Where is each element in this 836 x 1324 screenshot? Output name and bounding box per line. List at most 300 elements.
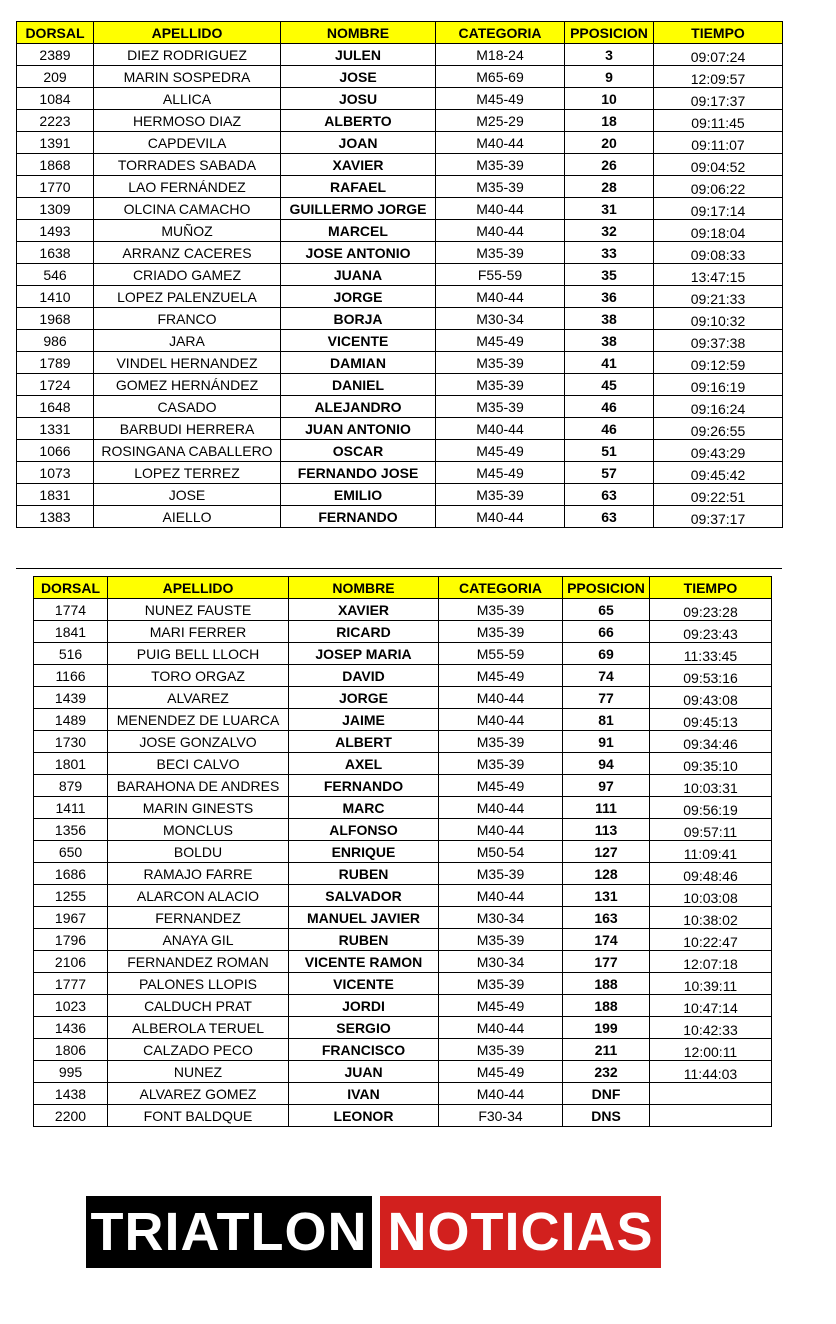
- apellido-cell: GOMEZ HERNÁNDEZ: [94, 374, 281, 396]
- categoria-cell: M35-39: [436, 242, 565, 264]
- dorsal-cell: 1796: [34, 929, 108, 951]
- nombre-cell: JUAN ANTONIO: [281, 418, 436, 440]
- table-row: [34, 599, 772, 621]
- posicion-cell: 199: [563, 1017, 650, 1039]
- posicion-cell: 211: [563, 1039, 650, 1061]
- dorsal-cell: 1831: [17, 484, 94, 506]
- categoria-cell: M18-24: [436, 44, 565, 66]
- table-row: [34, 885, 772, 907]
- posicion-cell: 26: [565, 154, 654, 176]
- nombre-cell: JUANA: [281, 264, 436, 286]
- col-dorsal-header: DORSAL: [17, 22, 94, 44]
- posicion-cell: 81: [563, 709, 650, 731]
- posicion-cell: 9: [565, 66, 654, 88]
- apellido-cell: RAMAJO FARRE: [108, 863, 289, 885]
- dorsal-cell: 1066: [17, 440, 94, 462]
- nombre-cell: JUAN: [289, 1061, 439, 1083]
- dorsal-cell: 1777: [34, 973, 108, 995]
- apellido-cell: VINDEL HERNANDEZ: [94, 352, 281, 374]
- tiempo-cell: [650, 1105, 772, 1127]
- dorsal-cell: 1770: [17, 176, 94, 198]
- nombre-cell: FERNANDO: [289, 775, 439, 797]
- col-posicion-header: PPOSICION: [563, 577, 650, 599]
- posicion-cell: 10: [565, 88, 654, 110]
- table-header-row: [34, 577, 772, 599]
- categoria-cell: M40-44: [439, 687, 563, 709]
- categoria-cell: F55-59: [436, 264, 565, 286]
- dorsal-cell: 1967: [34, 907, 108, 929]
- logo-part-triatlon: TRIATLON: [86, 1196, 372, 1268]
- table-row: [17, 352, 783, 374]
- nombre-cell: MANUEL JAVIER: [289, 907, 439, 929]
- nombre-cell: JOAN: [281, 132, 436, 154]
- apellido-cell: PALONES LLOPIS: [108, 973, 289, 995]
- apellido-cell: JOSE: [94, 484, 281, 506]
- categoria-cell: M40-44: [439, 819, 563, 841]
- tiempo-cell: 09:26:55: [654, 418, 783, 440]
- col-dorsal-header: DORSAL: [34, 577, 108, 599]
- posicion-cell: 57: [565, 462, 654, 484]
- nombre-cell: VICENTE: [281, 330, 436, 352]
- categoria-cell: M30-34: [439, 907, 563, 929]
- tiempo-cell: 12:09:57: [654, 66, 783, 88]
- posicion-cell: 131: [563, 885, 650, 907]
- dorsal-cell: 1436: [34, 1017, 108, 1039]
- tiempo-cell: 09:08:33: [654, 242, 783, 264]
- posicion-cell: 188: [563, 995, 650, 1017]
- posicion-cell: 36: [565, 286, 654, 308]
- posicion-cell: 94: [563, 753, 650, 775]
- dorsal-cell: 1166: [34, 665, 108, 687]
- apellido-cell: DIEZ RODRIGUEZ: [94, 44, 281, 66]
- results-table-1: [16, 21, 783, 528]
- apellido-cell: BOLDU: [108, 841, 289, 863]
- categoria-cell: M35-39: [439, 973, 563, 995]
- posicion-cell: 127: [563, 841, 650, 863]
- tiempo-cell: 09:45:42: [654, 462, 783, 484]
- apellido-cell: TORO ORGAZ: [108, 665, 289, 687]
- tiempo-cell: 10:22:47: [650, 929, 772, 951]
- table-row: [17, 66, 783, 88]
- posicion-cell: 188: [563, 973, 650, 995]
- table-row: [17, 176, 783, 198]
- posicion-cell: 177: [563, 951, 650, 973]
- dorsal-cell: 1686: [34, 863, 108, 885]
- triatlon-noticias-logo: [86, 1196, 661, 1268]
- dorsal-cell: 1383: [17, 506, 94, 528]
- nombre-cell: RUBEN: [289, 863, 439, 885]
- col-nombre-header: NOMBRE: [281, 22, 436, 44]
- tiempo-cell: 09:06:22: [654, 176, 783, 198]
- categoria-cell: M35-39: [439, 753, 563, 775]
- categoria-cell: M35-39: [436, 352, 565, 374]
- table-row: [17, 286, 783, 308]
- categoria-cell: M30-34: [439, 951, 563, 973]
- table-row: [34, 1039, 772, 1061]
- categoria-cell: M40-44: [439, 885, 563, 907]
- table-row: [34, 775, 772, 797]
- apellido-cell: CALZADO PECO: [108, 1039, 289, 1061]
- categoria-cell: M50-54: [439, 841, 563, 863]
- dorsal-cell: 2389: [17, 44, 94, 66]
- table-row: [17, 220, 783, 242]
- tiempo-cell: 11:33:45: [650, 643, 772, 665]
- table-row: [17, 88, 783, 110]
- table-row: [34, 687, 772, 709]
- table-row: [34, 709, 772, 731]
- table-row: [17, 506, 783, 528]
- apellido-cell: MONCLUS: [108, 819, 289, 841]
- posicion-cell: 128: [563, 863, 650, 885]
- nombre-cell: JAIME: [289, 709, 439, 731]
- apellido-cell: FONT BALDQUE: [108, 1105, 289, 1127]
- dorsal-cell: 1648: [17, 396, 94, 418]
- posicion-cell: 51: [565, 440, 654, 462]
- apellido-cell: CAPDEVILA: [94, 132, 281, 154]
- dorsal-cell: 1410: [17, 286, 94, 308]
- nombre-cell: JOSEP MARIA: [289, 643, 439, 665]
- categoria-cell: M40-44: [436, 506, 565, 528]
- nombre-cell: FRANCISCO: [289, 1039, 439, 1061]
- nombre-cell: MARCEL: [281, 220, 436, 242]
- table-row: [17, 154, 783, 176]
- categoria-cell: M35-39: [439, 1039, 563, 1061]
- tiempo-cell: 09:11:45: [654, 110, 783, 132]
- posicion-cell: DNF: [563, 1083, 650, 1105]
- dorsal-cell: 995: [34, 1061, 108, 1083]
- categoria-cell: M35-39: [436, 374, 565, 396]
- tiempo-cell: 09:16:19: [654, 374, 783, 396]
- apellido-cell: FRANCO: [94, 308, 281, 330]
- apellido-cell: AIELLO: [94, 506, 281, 528]
- categoria-cell: M30-34: [436, 308, 565, 330]
- dorsal-cell: 650: [34, 841, 108, 863]
- table-row: [34, 907, 772, 929]
- nombre-cell: DAMIAN: [281, 352, 436, 374]
- nombre-cell: RUBEN: [289, 929, 439, 951]
- nombre-cell: SALVADOR: [289, 885, 439, 907]
- categoria-cell: M40-44: [436, 286, 565, 308]
- nombre-cell: JORGE: [281, 286, 436, 308]
- posicion-cell: 232: [563, 1061, 650, 1083]
- apellido-cell: BARBUDI HERRERA: [94, 418, 281, 440]
- table-row: [17, 330, 783, 352]
- posicion-cell: 91: [563, 731, 650, 753]
- table-row: [17, 132, 783, 154]
- categoria-cell: M35-39: [436, 154, 565, 176]
- tiempo-cell: 13:47:15: [654, 264, 783, 286]
- nombre-cell: ENRIQUE: [289, 841, 439, 863]
- nombre-cell: ALBERT: [289, 731, 439, 753]
- apellido-cell: TORRADES SABADA: [94, 154, 281, 176]
- posicion-cell: 66: [563, 621, 650, 643]
- posicion-cell: 20: [565, 132, 654, 154]
- col-categoria-header: CATEGORIA: [436, 22, 565, 44]
- tiempo-cell: 10:03:31: [650, 775, 772, 797]
- dorsal-cell: 209: [17, 66, 94, 88]
- nombre-cell: JULEN: [281, 44, 436, 66]
- posicion-cell: 38: [565, 308, 654, 330]
- nombre-cell: FERNANDO: [281, 506, 436, 528]
- categoria-cell: M40-44: [439, 1083, 563, 1105]
- tiempo-cell: 10:39:11: [650, 973, 772, 995]
- table-row: [17, 264, 783, 286]
- posicion-cell: 31: [565, 198, 654, 220]
- categoria-cell: M35-39: [436, 176, 565, 198]
- nombre-cell: VICENTE RAMON: [289, 951, 439, 973]
- tiempo-cell: 09:12:59: [654, 352, 783, 374]
- dorsal-cell: 2200: [34, 1105, 108, 1127]
- nombre-cell: EMILIO: [281, 484, 436, 506]
- categoria-cell: M45-49: [439, 665, 563, 687]
- apellido-cell: ALVAREZ GOMEZ: [108, 1083, 289, 1105]
- dorsal-cell: 1724: [17, 374, 94, 396]
- categoria-cell: M45-49: [436, 88, 565, 110]
- results-table-2-body: [34, 599, 772, 1127]
- apellido-cell: CALDUCH PRAT: [108, 995, 289, 1017]
- categoria-cell: M40-44: [436, 220, 565, 242]
- categoria-cell: M35-39: [439, 929, 563, 951]
- table-row: [34, 665, 772, 687]
- table-row: [34, 841, 772, 863]
- tiempo-cell: 09:48:46: [650, 863, 772, 885]
- dorsal-cell: 986: [17, 330, 94, 352]
- categoria-cell: M45-49: [436, 462, 565, 484]
- table-row: [17, 242, 783, 264]
- col-nombre-header: NOMBRE: [289, 577, 439, 599]
- table-row: [34, 951, 772, 973]
- dorsal-cell: 1730: [34, 731, 108, 753]
- dorsal-cell: 1438: [34, 1083, 108, 1105]
- apellido-cell: BARAHONA DE ANDRES: [108, 775, 289, 797]
- categoria-cell: F30-34: [439, 1105, 563, 1127]
- tiempo-cell: 09:18:04: [654, 220, 783, 242]
- tiempo-cell: 09:07:24: [654, 44, 783, 66]
- tiempo-cell: 09:17:14: [654, 198, 783, 220]
- categoria-cell: M45-49: [439, 995, 563, 1017]
- nombre-cell: AXEL: [289, 753, 439, 775]
- tiempo-cell: 09:22:51: [654, 484, 783, 506]
- posicion-cell: 46: [565, 396, 654, 418]
- dorsal-cell: 1868: [17, 154, 94, 176]
- apellido-cell: ALBEROLA TERUEL: [108, 1017, 289, 1039]
- dorsal-cell: 1439: [34, 687, 108, 709]
- tiempo-cell: 10:03:08: [650, 885, 772, 907]
- table-header-row: [17, 22, 783, 44]
- table-row: [34, 1061, 772, 1083]
- posicion-cell: 41: [565, 352, 654, 374]
- apellido-cell: PUIG BELL LLOCH: [108, 643, 289, 665]
- tiempo-cell: 09:57:11: [650, 819, 772, 841]
- categoria-cell: M65-69: [436, 66, 565, 88]
- tiempo-cell: 09:45:13: [650, 709, 772, 731]
- nombre-cell: RAFAEL: [281, 176, 436, 198]
- table-row: [17, 484, 783, 506]
- categoria-cell: M45-49: [439, 775, 563, 797]
- apellido-cell: JOSE GONZALVO: [108, 731, 289, 753]
- tiempo-cell: 09:17:37: [654, 88, 783, 110]
- nombre-cell: VICENTE: [289, 973, 439, 995]
- table-row: [17, 462, 783, 484]
- posicion-cell: 97: [563, 775, 650, 797]
- dorsal-cell: 516: [34, 643, 108, 665]
- table-row: [17, 440, 783, 462]
- categoria-cell: M40-44: [439, 709, 563, 731]
- dorsal-cell: 2106: [34, 951, 108, 973]
- tiempo-cell: 09:11:07: [654, 132, 783, 154]
- categoria-cell: M40-44: [439, 1017, 563, 1039]
- tiempo-cell: 09:35:10: [650, 753, 772, 775]
- apellido-cell: ARRANZ CACERES: [94, 242, 281, 264]
- posicion-cell: 74: [563, 665, 650, 687]
- table-row: [34, 643, 772, 665]
- table-row: [17, 374, 783, 396]
- nombre-cell: JORDI: [289, 995, 439, 1017]
- tiempo-cell: 09:34:46: [650, 731, 772, 753]
- posicion-cell: 33: [565, 242, 654, 264]
- table-row: [17, 44, 783, 66]
- apellido-cell: MARIN GINESTS: [108, 797, 289, 819]
- apellido-cell: NUNEZ FAUSTE: [108, 599, 289, 621]
- apellido-cell: ALVAREZ: [108, 687, 289, 709]
- tiempo-cell: 09:37:38: [654, 330, 783, 352]
- dorsal-cell: 1774: [34, 599, 108, 621]
- nombre-cell: JOSE: [281, 66, 436, 88]
- dorsal-cell: 1493: [17, 220, 94, 242]
- nombre-cell: LEONOR: [289, 1105, 439, 1127]
- categoria-cell: M35-39: [436, 484, 565, 506]
- table-separator: [16, 568, 782, 569]
- nombre-cell: ALEJANDRO: [281, 396, 436, 418]
- posicion-cell: 38: [565, 330, 654, 352]
- categoria-cell: M45-49: [436, 440, 565, 462]
- categoria-cell: M45-49: [436, 330, 565, 352]
- apellido-cell: ALARCON ALACIO: [108, 885, 289, 907]
- col-apellido-header: APELLIDO: [94, 22, 281, 44]
- table-row: [17, 418, 783, 440]
- tiempo-cell: 09:43:08: [650, 687, 772, 709]
- categoria-cell: M40-44: [439, 797, 563, 819]
- tiempo-cell: 09:16:24: [654, 396, 783, 418]
- dorsal-cell: 1331: [17, 418, 94, 440]
- dorsal-cell: 1073: [17, 462, 94, 484]
- tiempo-cell: 09:37:17: [654, 506, 783, 528]
- apellido-cell: ALLICA: [94, 88, 281, 110]
- posicion-cell: 63: [565, 506, 654, 528]
- table-row: [17, 198, 783, 220]
- apellido-cell: LOPEZ TERREZ: [94, 462, 281, 484]
- nombre-cell: XAVIER: [281, 154, 436, 176]
- logo-part-noticias: NOTICIAS: [380, 1196, 661, 1268]
- categoria-cell: M35-39: [439, 599, 563, 621]
- posicion-cell: 46: [565, 418, 654, 440]
- table-row: [34, 819, 772, 841]
- apellido-cell: MUÑOZ: [94, 220, 281, 242]
- table-row: [17, 396, 783, 418]
- nombre-cell: XAVIER: [289, 599, 439, 621]
- apellido-cell: LAO FERNÁNDEZ: [94, 176, 281, 198]
- dorsal-cell: 1309: [17, 198, 94, 220]
- tiempo-cell: 09:10:32: [654, 308, 783, 330]
- dorsal-cell: 1023: [34, 995, 108, 1017]
- posicion-cell: 65: [563, 599, 650, 621]
- dorsal-cell: 546: [17, 264, 94, 286]
- posicion-cell: 163: [563, 907, 650, 929]
- apellido-cell: LOPEZ PALENZUELA: [94, 286, 281, 308]
- tiempo-cell: 10:42:33: [650, 1017, 772, 1039]
- nombre-cell: SERGIO: [289, 1017, 439, 1039]
- apellido-cell: ANAYA GIL: [108, 929, 289, 951]
- nombre-cell: DANIEL: [281, 374, 436, 396]
- categoria-cell: M40-44: [436, 132, 565, 154]
- nombre-cell: IVAN: [289, 1083, 439, 1105]
- posicion-cell: 174: [563, 929, 650, 951]
- table-row: [34, 753, 772, 775]
- tiempo-cell: 09:43:29: [654, 440, 783, 462]
- table-row: [34, 797, 772, 819]
- categoria-cell: M35-39: [439, 863, 563, 885]
- nombre-cell: FERNANDO JOSE: [281, 462, 436, 484]
- table-row: [17, 308, 783, 330]
- apellido-cell: HERMOSO DIAZ: [94, 110, 281, 132]
- table-row: [34, 1083, 772, 1105]
- results-table-1-body: [17, 44, 783, 528]
- nombre-cell: JOSU: [281, 88, 436, 110]
- tiempo-cell: 09:21:33: [654, 286, 783, 308]
- apellido-cell: CASADO: [94, 396, 281, 418]
- dorsal-cell: 1841: [34, 621, 108, 643]
- table-row: [17, 110, 783, 132]
- apellido-cell: MENENDEZ DE LUARCA: [108, 709, 289, 731]
- posicion-cell: 113: [563, 819, 650, 841]
- categoria-cell: M55-59: [439, 643, 563, 665]
- col-tiempo-header: TIEMPO: [650, 577, 772, 599]
- apellido-cell: CRIADO GAMEZ: [94, 264, 281, 286]
- categoria-cell: M25-29: [436, 110, 565, 132]
- posicion-cell: 77: [563, 687, 650, 709]
- nombre-cell: DAVID: [289, 665, 439, 687]
- apellido-cell: BECI CALVO: [108, 753, 289, 775]
- dorsal-cell: 1084: [17, 88, 94, 110]
- table-row: [34, 1105, 772, 1127]
- nombre-cell: RICARD: [289, 621, 439, 643]
- dorsal-cell: 2223: [17, 110, 94, 132]
- categoria-cell: M35-39: [439, 731, 563, 753]
- tiempo-cell: [650, 1083, 772, 1105]
- posicion-cell: 3: [565, 44, 654, 66]
- dorsal-cell: 1801: [34, 753, 108, 775]
- nombre-cell: JORGE: [289, 687, 439, 709]
- posicion-cell: 45: [565, 374, 654, 396]
- apellido-cell: FERNANDEZ ROMAN: [108, 951, 289, 973]
- tiempo-cell: 10:47:14: [650, 995, 772, 1017]
- categoria-cell: M35-39: [436, 396, 565, 418]
- table-row: [34, 621, 772, 643]
- categoria-cell: M35-39: [439, 621, 563, 643]
- table-row: [34, 863, 772, 885]
- nombre-cell: JOSE ANTONIO: [281, 242, 436, 264]
- posicion-cell: 32: [565, 220, 654, 242]
- tiempo-cell: 11:44:03: [650, 1061, 772, 1083]
- col-categoria-header: CATEGORIA: [439, 577, 563, 599]
- tiempo-cell: 09:04:52: [654, 154, 783, 176]
- tiempo-cell: 09:23:43: [650, 621, 772, 643]
- tiempo-cell: 11:09:41: [650, 841, 772, 863]
- apellido-cell: NUNEZ: [108, 1061, 289, 1083]
- tiempo-cell: 12:00:11: [650, 1039, 772, 1061]
- dorsal-cell: 1356: [34, 819, 108, 841]
- dorsal-cell: 1391: [17, 132, 94, 154]
